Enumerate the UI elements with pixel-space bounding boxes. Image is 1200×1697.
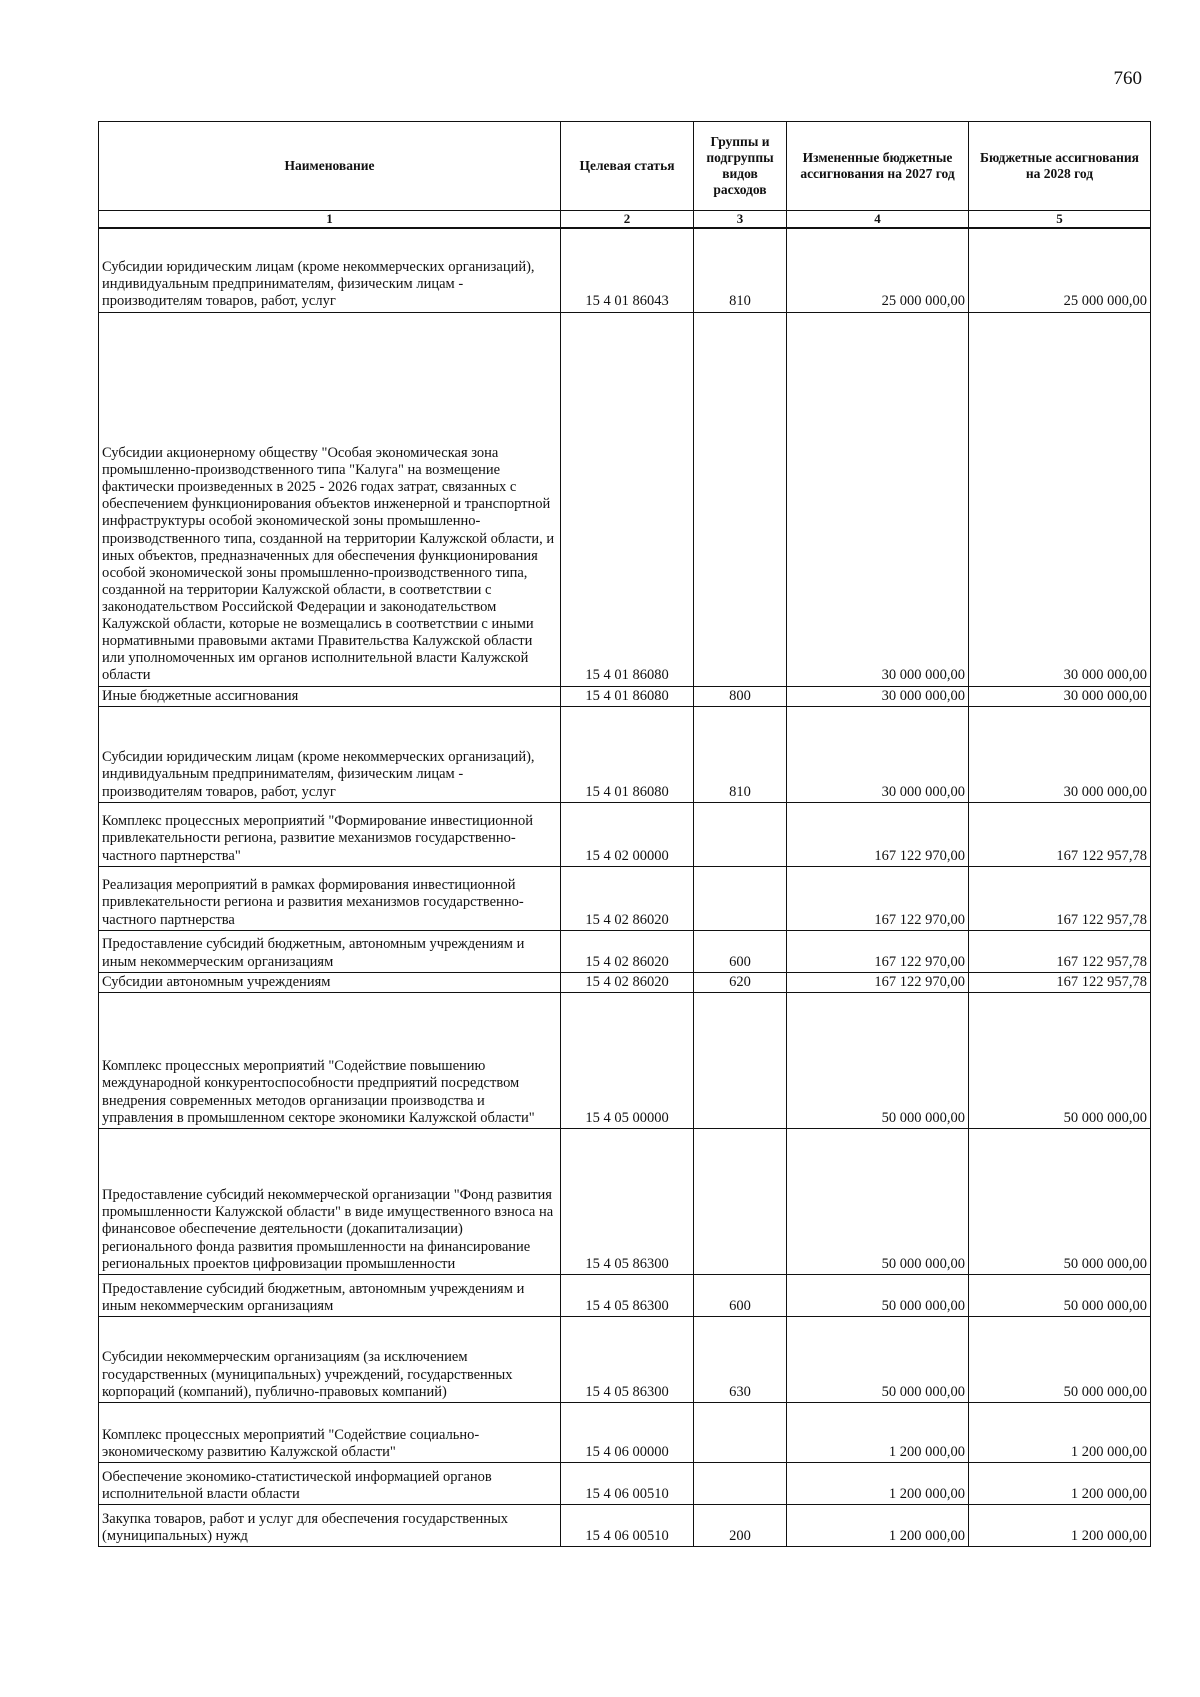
row-expense-group: [694, 802, 787, 866]
row-amount-2027: 30 000 000,00: [787, 312, 969, 686]
table-row: [99, 972, 1151, 992]
row-amount-2027: 167 122 970,00: [787, 866, 969, 930]
row-name: Субсидии автономным учреждениям: [99, 972, 561, 992]
table-row: [99, 930, 1151, 972]
row-target-article: 15 4 01 86043: [561, 228, 694, 312]
row-amount-2028: 50 000 000,00: [969, 992, 1151, 1128]
row-amount-2028: 1 200 000,00: [969, 1504, 1151, 1546]
column-number-row: [99, 211, 1151, 229]
row-name: Предоставление субсидий бюджетным, автономным учреждениям и иным некоммерческим организациям: [99, 1274, 561, 1316]
row-name: Субсидии акционерному обществу "Особая экономическая зона промышленно-производственного типа "Калуга" на возмещение фактически произведенных в 2025 - 2026 годах затрат, связанных с обеспечением функционирования объектов инженерной и транспортной инфраструктуры особой экономической зоны промышленно-производственного типа, созданной на территории Калужской области, и иных объектов, предназначенных для обеспечения функционирования особой экономической зоны промышленно-производственного типа, созданной на территории Калужской области, в соответствии с законодательством Российской Федерации и законодательством Калужской области, которые не возмещались в соответствии с иными нормативными правовыми актами Правительства Калужской области или уполномоченных им органов исполнительной власти Калужской области: [99, 312, 561, 686]
row-expense-group: [694, 1462, 787, 1504]
row-target-article: 15 4 06 00510: [561, 1504, 694, 1546]
page-number: 760: [1113, 68, 1142, 89]
column-number: 5: [969, 211, 1151, 229]
row-expense-group: 620: [694, 972, 787, 992]
table-row: [99, 866, 1151, 930]
row-target-article: 15 4 05 00000: [561, 992, 694, 1128]
row-target-article: 15 4 05 86300: [561, 1316, 694, 1402]
row-name: Комплекс процессных мероприятий "Содействие повышению международной конкурентоспособности предприятий посредством внедрения современных методов организации производства и управления в промышленном секторе экономики Калужской области": [99, 992, 561, 1128]
row-expense-group: 810: [694, 228, 787, 312]
row-target-article: 15 4 06 00510: [561, 1462, 694, 1504]
row-amount-2027: 167 122 970,00: [787, 930, 969, 972]
row-amount-2028: 50 000 000,00: [969, 1128, 1151, 1274]
row-target-article: 15 4 05 86300: [561, 1128, 694, 1274]
row-amount-2027: 1 200 000,00: [787, 1462, 969, 1504]
row-name: Предоставление субсидий бюджетным, автономным учреждениям и иным некоммерческим организациям: [99, 930, 561, 972]
table-row: [99, 1462, 1151, 1504]
row-expense-group: 630: [694, 1316, 787, 1402]
row-amount-2027: 30 000 000,00: [787, 686, 969, 706]
row-amount-2028: 167 122 957,78: [969, 972, 1151, 992]
row-amount-2027: 50 000 000,00: [787, 1274, 969, 1316]
table-row: [99, 992, 1151, 1128]
header-name: Наименование: [99, 122, 561, 211]
table-row: [99, 1504, 1151, 1546]
header-row: [99, 122, 1151, 211]
row-amount-2027: 30 000 000,00: [787, 706, 969, 802]
row-amount-2028: 1 200 000,00: [969, 1402, 1151, 1462]
table-row: [99, 706, 1151, 802]
row-name: Субсидии юридическим лицам (кроме некоммерческих организаций), индивидуальным предпринимателям, физическим лицам - производителям товаров, работ, услуг: [99, 228, 561, 312]
row-amount-2028: 30 000 000,00: [969, 706, 1151, 802]
table-row: [99, 1316, 1151, 1402]
row-expense-group: 200: [694, 1504, 787, 1546]
row-expense-group: 600: [694, 930, 787, 972]
column-number: 1: [99, 211, 561, 229]
row-expense-group: 800: [694, 686, 787, 706]
row-amount-2028: 167 122 957,78: [969, 866, 1151, 930]
row-amount-2027: 50 000 000,00: [787, 1128, 969, 1274]
header-amount-2028: Бюджетные ассигнования на 2028 год: [969, 122, 1151, 211]
row-name: Закупка товаров, работ и услуг для обеспечения государственных (муниципальных) нужд: [99, 1504, 561, 1546]
table-row: [99, 1402, 1151, 1462]
row-name: Предоставление субсидий некоммерческой организации "Фонд развития промышленности Калужской области" в виде имущественного взноса на финансовое обеспечение деятельности (докапитализации) регионального фонда развития промышленности на финансирование региональных проектов цифровизации промышленности: [99, 1128, 561, 1274]
row-amount-2028: 25 000 000,00: [969, 228, 1151, 312]
row-amount-2028: 1 200 000,00: [969, 1462, 1151, 1504]
row-amount-2027: 1 200 000,00: [787, 1504, 969, 1546]
row-name: Комплекс процессных мероприятий "Содействие социально-экономическому развитию Калужской области": [99, 1402, 561, 1462]
row-amount-2027: 167 122 970,00: [787, 972, 969, 992]
header-expense-groups: Группы и подгруппы видов расходов: [694, 122, 787, 211]
row-target-article: 15 4 02 86020: [561, 972, 694, 992]
row-name: Субсидии некоммерческим организациям (за исключением государственных (муниципальных) учреждений, государственных корпораций (компаний), публично-правовых компаний): [99, 1316, 561, 1402]
row-expense-group: 600: [694, 1274, 787, 1316]
row-target-article: 15 4 01 86080: [561, 706, 694, 802]
table-row: [99, 802, 1151, 866]
column-number: 2: [561, 211, 694, 229]
row-amount-2028: 30 000 000,00: [969, 686, 1151, 706]
row-expense-group: [694, 1402, 787, 1462]
row-target-article: 15 4 02 00000: [561, 802, 694, 866]
row-amount-2028: 50 000 000,00: [969, 1274, 1151, 1316]
row-name: Субсидии юридическим лицам (кроме некоммерческих организаций), индивидуальным предпринимателям, физическим лицам - производителям товаров, работ, услуг: [99, 706, 561, 802]
table-row: [99, 312, 1151, 686]
header-target-article: Целевая статья: [561, 122, 694, 211]
column-number: 3: [694, 211, 787, 229]
table-row: [99, 686, 1151, 706]
row-amount-2027: 1 200 000,00: [787, 1402, 969, 1462]
row-target-article: 15 4 01 86080: [561, 686, 694, 706]
column-number: 4: [787, 211, 969, 229]
table-row: [99, 1128, 1151, 1274]
row-amount-2027: 167 122 970,00: [787, 802, 969, 866]
row-target-article: 15 4 02 86020: [561, 930, 694, 972]
row-amount-2027: 25 000 000,00: [787, 228, 969, 312]
row-amount-2028: 167 122 957,78: [969, 802, 1151, 866]
row-amount-2027: 50 000 000,00: [787, 992, 969, 1128]
row-target-article: 15 4 02 86020: [561, 866, 694, 930]
table-row: [99, 1274, 1151, 1316]
row-amount-2028: 50 000 000,00: [969, 1316, 1151, 1402]
row-target-article: 15 4 05 86300: [561, 1274, 694, 1316]
row-amount-2028: 30 000 000,00: [969, 312, 1151, 686]
row-amount-2027: 50 000 000,00: [787, 1316, 969, 1402]
row-name: Обеспечение экономико-статистической информацией органов исполнительной власти области: [99, 1462, 561, 1504]
row-target-article: 15 4 01 86080: [561, 312, 694, 686]
row-expense-group: 810: [694, 706, 787, 802]
row-expense-group: [694, 1128, 787, 1274]
row-amount-2028: 167 122 957,78: [969, 930, 1151, 972]
row-expense-group: [694, 866, 787, 930]
table-row: [99, 228, 1151, 312]
row-expense-group: [694, 312, 787, 686]
row-expense-group: [694, 992, 787, 1128]
header-amount-2027: Измененные бюджетные ассигнования на 2027 год: [787, 122, 969, 211]
row-name: Иные бюджетные ассигнования: [99, 686, 561, 706]
row-target-article: 15 4 06 00000: [561, 1402, 694, 1462]
row-name: Реализация мероприятий в рамках формирования инвестиционной привлекательности региона и развития механизмов государственно-частного партнерства: [99, 866, 561, 930]
row-name: Комплекс процессных мероприятий "Формирование инвестиционной привлекательности региона, развитие механизмов государственно-частного партнерства": [99, 802, 561, 866]
budget-allocation-table: [98, 121, 1151, 1547]
